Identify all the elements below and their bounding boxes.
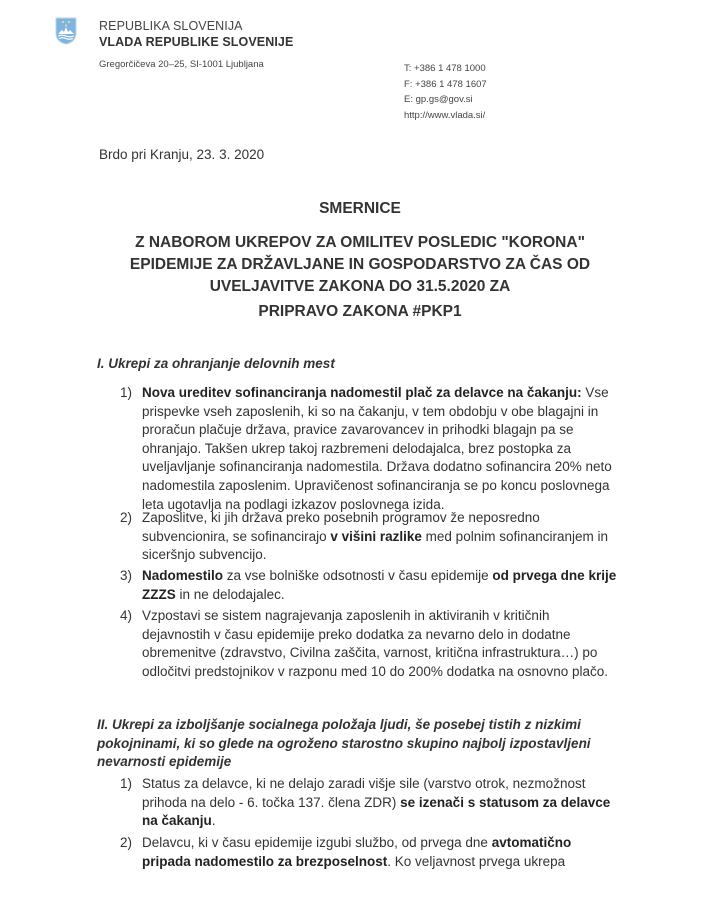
item-bold: v višini razlike	[330, 528, 422, 544]
item-number: 4)	[120, 608, 133, 623]
address: Gregorčičeva 20–25, SI-1001 Ljubljana	[99, 59, 264, 70]
item-text	[142, 384, 620, 514]
item-body-b: in ne delodajalec.	[175, 586, 285, 602]
item-number: 2)	[120, 510, 133, 525]
section-2-heading: II. Ukrepi za izboljšanje socialnega položaja ljudi, še posebej tistih z nizkimi pokojninami, ki so glede na ogroženo starostno skupino najbolj izpostavljeni nevarnosti epidemije	[97, 717, 591, 769]
email: E: gp.gs@gov.si	[404, 94, 473, 105]
contact-block	[404, 61, 487, 123]
item-text	[142, 775, 620, 831]
item-body-a: Delavcu, ki v času epidemije izgubi službo, od prvega dne	[142, 835, 492, 850]
org-line-1: REPUBLIKA SLOVENIJA	[99, 19, 243, 33]
fax: F: +386 1 478 1607	[404, 78, 487, 90]
list-item	[120, 607, 620, 681]
list-item	[120, 834, 620, 871]
title-line-3: UVELJAVITVE ZAKONA DO 31.5.2020 ZA	[209, 278, 511, 295]
list-item	[120, 567, 620, 604]
document-date: Brdo pri Kranju, 23. 3. 2020	[99, 147, 265, 162]
website: http://www.vlada.si/	[404, 109, 486, 121]
list-item	[120, 384, 620, 514]
list-item	[120, 775, 620, 831]
section-1-heading: I. Ukrepi za ohranjanje delovnih mest	[97, 356, 335, 371]
item-body-a: Status za delavce, ki ne delajo zaradi višje sile (varstvo otrok, nezmožnost prihoda na delo - 6. točka 137. člena ZDR)	[142, 776, 586, 810]
item-body-b: .	[211, 813, 216, 829]
item-bold: se izenači s statusom za delavce na čakanju	[142, 794, 611, 829]
item-text	[142, 567, 620, 604]
item-number: 2)	[120, 835, 133, 850]
title-line-1: Z NABOROM UKREPOV ZA OMILITEV POSLEDIC "KORONA"	[135, 234, 585, 251]
item-text	[142, 509, 620, 565]
item-bold-lead: Nova ureditev sofinanciranja nadomestil plač za delavce na čakanju:	[142, 385, 582, 400]
item-bold-a: Nadomestilo	[142, 568, 224, 583]
document-title	[90, 232, 630, 298]
item-bold-b: od prvega dne krije ZZZS	[142, 568, 617, 602]
item-body: Vzpostavi se sistem nagrajevanja zaposlenih in aktiviranih v kritičnih dejavnostih v času epidemije preko dodatka za nevarno delo in dodatne obremenitve (zdravstvo, Civilna zaščita, varnost, kritična infrastruktura…) po odločitvi predstojnikov v razponu med 10 do 200% dodatka na osnovno plačo.	[142, 608, 609, 679]
item-number: 1)	[120, 776, 133, 791]
item-text	[142, 834, 620, 871]
item-number: 3)	[120, 568, 133, 583]
item-number: 1)	[120, 385, 133, 400]
org-line-2: VLADA REPUBLIKE SLOVENIJE	[99, 35, 294, 49]
list-item	[120, 509, 620, 565]
item-body-b: . Ko veljavnost prvega ukrepa	[387, 853, 566, 869]
item-body-a: za vse bolniške odsotnosti v času epidemije	[223, 568, 493, 583]
title-line-2: EPIDEMIJE ZA DRŽAVLJANE IN GOSPODARSTVO ZA ČAS OD	[129, 256, 591, 273]
item-body-b: med polnim sofinanciranjem in siceršnjo subvencijo.	[142, 528, 609, 563]
phone: T: +386 1 478 1000	[404, 63, 486, 74]
document-subtitle: PRIPRAVO ZAKONA #PKP1	[258, 303, 462, 320]
document-heading: SMERNICE	[319, 200, 401, 217]
item-bold: avtomatično pripada nadomestilo za brezposelnost	[142, 835, 572, 869]
organization-name	[99, 18, 293, 50]
coat-of-arms-icon	[55, 17, 77, 45]
item-body: Vse prispevke vseh zaposlenih, ki so na čakanju, v tem obdobju v obe blagajni in proračun plačuje država, pravice zavarovancev in prihodki blagajn pa se ohranjajo. Takšen ukrep takoj razbremeni delodajalca, brez postopka za uveljavljanje sofinanciranja nadomestila. Država dodatno sofinancira 20% neto nadomestila zaposlenim. Upravičenost sofinanciranja se po koncu poslovnega leta ugotavlja na podlagi izkazov poslovnega izida.	[142, 385, 612, 512]
item-body-a: Zaposlitve, ki jih država preko posebnih programov že neposredno subvencionira, se sofinancirajo	[142, 510, 540, 544]
